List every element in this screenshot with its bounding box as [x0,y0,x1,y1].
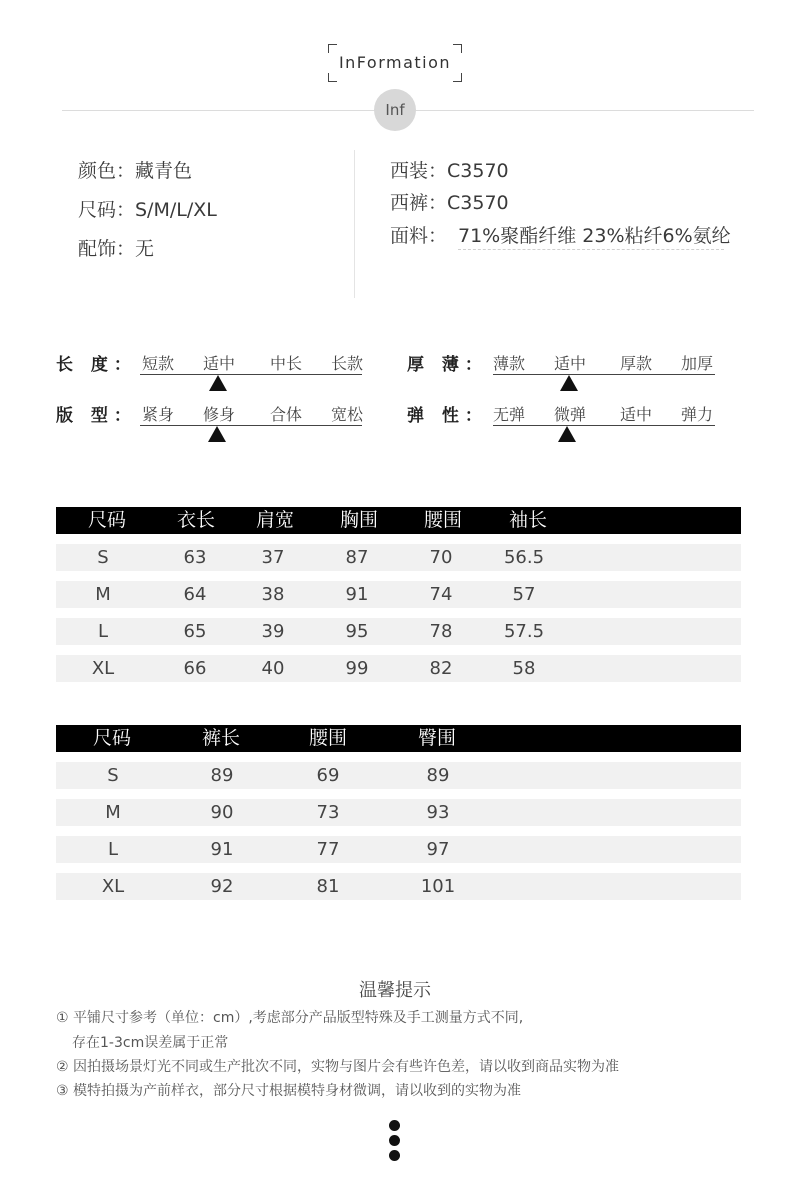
table-cell: 97 [426,839,450,860]
scale-thickness-option: 厚款 [619,354,652,373]
scale-fit-label: 版 型： [56,406,137,426]
corner-bracket-icon [453,44,462,53]
table-row [56,618,741,645]
info-pants: 西裤：C3570 [390,192,509,214]
scale-length-label: 长 度： [56,355,137,375]
table-row [56,655,741,682]
tip-line-1: ① 平铺尺寸参考（单位：cm）,考虑部分产品版型特殊及手工测量方式不同, [56,1010,524,1026]
scale-thickness-option: 薄款 [492,354,525,373]
table-cell: S [107,765,119,786]
table-cell: 82 [429,658,453,679]
table-cell: S [97,547,109,568]
dot-icon [389,1120,400,1131]
table-header-cell: 尺码 [87,509,126,531]
table-header-cell: 腰围 [423,509,462,531]
tips-title: 温馨提示 [359,980,431,1001]
table-cell: 95 [345,621,369,642]
table-cell: 64 [183,584,207,605]
scale-fit-line [140,425,362,426]
table-header-cell: 臀围 [417,727,456,749]
tip-line-1-continued: 存在1-3cm误差属于正常 [72,1035,229,1051]
scale-length-option: 长款 [330,354,363,373]
info-fabric-value: 71%聚酯纤维 23%粘纤6%氨纶 [458,225,731,247]
table-cell: 58 [512,658,536,679]
info-color: 颜色：藏青色 [78,160,193,182]
table-cell: 77 [316,839,340,860]
table-cell: XL [101,876,125,897]
scale-elasticity-option: 弹力 [680,405,713,424]
table-row [56,836,741,863]
scale-length-option: 短款 [141,354,174,373]
suit-size-table [56,507,741,682]
table-cell: 57.5 [503,621,545,642]
table-cell: M [95,584,111,605]
triangle-marker-icon [560,375,578,391]
table-row [56,873,741,900]
info-suit: 西装：C3570 [390,160,509,182]
scale-length-option: 适中 [202,354,235,373]
scale-length-line [140,374,362,375]
table-cell: 92 [210,876,234,897]
table-header-cell: 肩宽 [255,509,294,531]
table-row [56,799,741,826]
table-cell: 66 [183,658,207,679]
table-cell: 91 [345,584,369,605]
table-cell: 89 [210,765,234,786]
table-cell: 56.5 [503,547,545,568]
scale-fit-option: 紧身 [141,405,174,424]
tip-line-2: ② 因拍摄场景灯光不同或生产批次不同，实物与图片会有些许色差，请以收到商品实物为准 [56,1059,619,1075]
table-cell: 101 [420,876,456,897]
table-cell: 90 [210,802,234,823]
table-cell: 69 [316,765,340,786]
table-header [56,725,741,752]
table-cell: 37 [261,547,285,568]
table-header-cell: 袖长 [508,509,547,531]
table-row [56,581,741,608]
scale-thickness-option: 加厚 [680,354,713,373]
table-cell: 73 [316,802,340,823]
table-cell: 91 [210,839,234,860]
scale-thickness-option: 适中 [553,354,586,373]
table-cell: 89 [426,765,450,786]
table-header-cell: 尺码 [92,727,131,749]
dot-icon [389,1135,400,1146]
table-cell: 87 [345,547,369,568]
table-cell: L [107,839,119,860]
table-cell: M [105,802,121,823]
scale-fit-option: 修身 [202,405,235,424]
triangle-marker-icon [209,375,227,391]
dot-icon [389,1150,400,1161]
info-accessory: 配饰：无 [78,238,155,260]
table-row [56,762,741,789]
header-title: InFormation [338,53,452,72]
table-cell: 74 [429,584,453,605]
corner-bracket-icon [328,44,337,53]
table-cell: 99 [345,658,369,679]
table-header [56,507,741,534]
table-cell: XL [91,658,115,679]
scale-elasticity-option: 微弹 [553,405,586,424]
tip-line-3: ③ 模特拍摄为产前样衣，部分尺寸根据模特身材微调，请以收到的实物为准 [56,1083,521,1099]
scale-length-option: 中长 [269,354,302,373]
table-cell: 38 [261,584,285,605]
table-header-cell: 衣长 [176,509,215,531]
info-size: 尺码：S/M/L/XL [78,199,217,221]
table-header-cell: 腰围 [308,727,347,749]
table-cell: 63 [183,547,207,568]
table-header-cell: 胸围 [339,509,378,531]
corner-bracket-icon [328,73,337,82]
table-cell: 78 [429,621,453,642]
pants-size-table [56,725,741,900]
table-cell: 57 [512,584,536,605]
information-header [328,44,462,82]
fabric-underline [458,249,724,250]
table-cell: 93 [426,802,450,823]
triangle-marker-icon [558,426,576,442]
scale-elasticity-label: 弹 性： [407,406,488,426]
scale-elasticity-option: 适中 [619,405,652,424]
table-cell: 39 [261,621,285,642]
triangle-marker-icon [208,426,226,442]
scale-elasticity-option: 无弹 [492,405,525,424]
table-cell: 65 [183,621,207,642]
table-row [56,544,741,571]
table-cell: 81 [316,876,340,897]
scale-fit-option: 合体 [269,405,302,424]
table-cell: L [97,621,109,642]
scale-thickness-label: 厚 薄： [407,355,488,375]
scale-elasticity-line [493,425,715,426]
corner-bracket-icon [453,73,462,82]
scale-thickness-line [493,374,715,375]
table-header-cell: 裤长 [201,727,240,749]
info-divider [354,150,355,298]
header-circle-badge: Inf [374,89,416,131]
table-cell: 40 [261,658,285,679]
scale-fit-option: 宽松 [330,405,363,424]
table-cell: 70 [429,547,453,568]
info-fabric-label: 面料： [390,225,448,247]
